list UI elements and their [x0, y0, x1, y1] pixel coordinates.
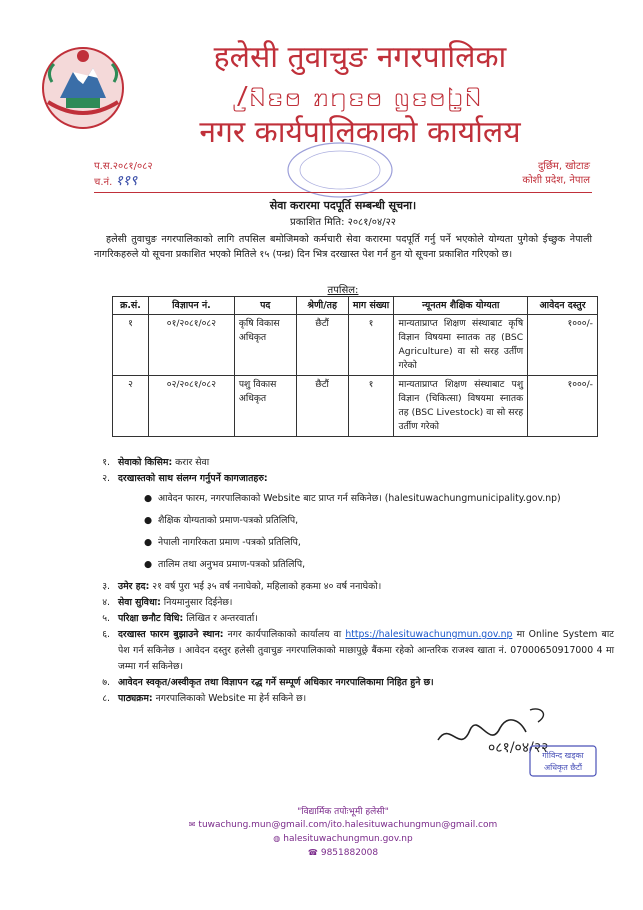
office-address: दुर्छिम, खोटाङ कोशी प्रदेश, नेपाल: [522, 161, 590, 186]
col-header-demand: माग संख्या: [348, 297, 394, 315]
table-row: [113, 376, 598, 437]
col-header-level: श्रेणी/तह: [296, 297, 348, 315]
published-date: प्रकाशित मिति: २०८१/०४/२२: [290, 217, 396, 228]
table-header-row: [113, 297, 598, 315]
cell-fee: १०००/-: [528, 315, 598, 376]
list-item: ● तालिम तथा अनुभव प्रमाण-पत्रको प्रतिलिपि,: [74, 557, 614, 573]
bullet-icon: ●: [144, 559, 153, 570]
cell-sn: १: [113, 315, 149, 376]
col-header-post: पद: [234, 297, 296, 315]
header-divider: [94, 192, 592, 193]
col-header-qualification: न्यूनतम शैक्षिक योग्यता: [394, 297, 528, 315]
vacancy-table: [112, 296, 598, 437]
cell-ad-no: ०२/२०८१/०८२: [148, 376, 234, 437]
notice-title: सेवा करारमा पदपूर्ति सम्बन्धी सूचना।: [269, 199, 417, 212]
footer-phone: ☎ 9851882008: [307, 848, 379, 858]
cell-level: छैटौं: [296, 315, 348, 376]
municipality-website-link[interactable]: https://halesituwachungmun.gov.np: [345, 629, 513, 640]
chalani-number: ११९: [115, 173, 138, 189]
cell-demand: १: [348, 315, 394, 376]
list-item: १. सेवाको किसिम: करार सेवा: [102, 457, 210, 468]
phone-icon: ☎: [307, 848, 318, 857]
footer-motto: "विद्यार्मिक तपोःभूमी हलेसी": [297, 807, 389, 817]
footer-email: ✉ tuwachung.mun@gmail.com/ito.halesituwachungmun@gmail.com: [188, 820, 498, 830]
signatory-title: अधिकृत छैटौं: [543, 763, 583, 772]
list-item: ८. पाठ्यक्रम: नगरपालिकाको Website मा हेर्न सकिने छ।: [102, 693, 307, 704]
list-item: ५. परिक्षा छनौट विधि: लिखित र अन्तरवार्ता।: [102, 613, 258, 624]
org-name-limbu-script: ꤷ꤬ꤡꤢꤥ ꤊꤚꤢꤥ ꤜꤢꤥꤝ꤭ꤡ: [237, 80, 483, 113]
cell-fee: १०००/-: [528, 376, 598, 437]
cell-demand: १: [348, 376, 394, 437]
list-item: २. दरखास्तको साथ संलग्न गर्नुपर्ने कागजातहरु:: [102, 473, 268, 484]
col-header-fee: आवेदन दस्तुर: [528, 297, 598, 315]
list-item: ६. दरखास्त फारम बुझाउने स्थान: नगर कार्यपालिकाको कार्यालय वा https://halesituwachungmun.gov.np मा Online System बाट पेश गर्न सकिनेछ । आवेदन दस्तुर हलेसी तुवाचुङ नगरपालिकाको माछापुछ्रे बैंकमा रहेको आन्तरिक राजश्व खाता नं. 07000650917000 4 मा जम्मा गर्न सकिनेछ।: [102, 629, 614, 672]
col-header-ad-no: विज्ञापन नं.: [148, 297, 234, 315]
bullet-icon: ●: [144, 515, 153, 526]
details-heading: तपसिल:: [327, 285, 359, 296]
list-item: ४. सेवा सुविधा: नियमानुसार दिईनेछ।: [102, 597, 233, 608]
bullet-icon: ●: [144, 493, 153, 504]
cell-post: पशु विकास अधिकृत: [234, 376, 296, 437]
signature-date: ०८१/०४/२२: [488, 740, 549, 756]
cell-qualification: मान्यताप्राप्त शिक्षण संस्थाबाट कृषि विज्ञान विषयमा स्नातक तह (BSC Agriculture) वा सो सरह उर्तीण गरेको: [394, 315, 528, 376]
cell-sn: २: [113, 376, 149, 437]
org-name-nepali: हलेसी तुवाचुङ नगरपालिका: [213, 40, 507, 75]
cell-level: छैटौं: [296, 376, 348, 437]
signature: [430, 700, 600, 780]
bullet-icon: ●: [144, 537, 153, 548]
list-item: ● शैक्षिक योग्यताको प्रमाण-पत्रको प्रतिलिपि,: [74, 513, 614, 529]
list-item: ७. आवेदन स्वकृत/अस्वीकृत तथा विज्ञापन रद्ध गर्ने सम्पूर्ण अधिकार नगरपालिकामा निहित हुने छ।: [102, 677, 434, 688]
signatory-name: गोविन्द खड्का: [542, 751, 584, 760]
list-item: ● आवेदन फारम, नगरपालिकाको Website बाट प्राप्त गर्न सकिनेछ। (halesituwachungmunicipality.gov.np): [74, 491, 614, 507]
footer-website: ◍ halesituwachungmun.gov.np: [273, 834, 413, 844]
office-name: नगर कार्यपालिकाको कार्यालय: [199, 115, 521, 150]
office-seal-stamp: [285, 140, 395, 200]
table-row: [113, 315, 598, 376]
list-item: ३. उमेर हद: २१ वर्ष पुरा भई ३५ वर्ष ननाघेको, महिलाको हकमा ४० वर्ष ननाघेको।: [102, 581, 382, 592]
cell-post: कृषि विकास अधिकृत: [234, 315, 296, 376]
reference-number: प.स.२०८१/०८२ च.नं. ११९: [94, 161, 153, 189]
nepal-emblem-logo: [38, 42, 128, 130]
col-header-sn: क्र.सं.: [113, 297, 149, 315]
notice-intro-paragraph: हलेसी तुवाचुङ नगरपालिकाको लागि तपसिल बमोजिमको कर्मचारी सेवा करारमा पदपूर्ति गर्नु पर्ने भएकोले योग्यता पुगेको ईच्छुक नेपाली नागरिकहरुले यो सूचना प्रकाशित भएको मितिले १५ (पन्ध्र) दिन भित्र दरखास्त पेश गर्न हुन यो सूचना प्रकाशित गरिएको छ।: [94, 234, 592, 260]
cell-ad-no: ०१/२०८१/०८२: [148, 315, 234, 376]
list-item: ● नेपाली नागरिकता प्रमाण -पत्रको प्रतिलिपि,: [74, 535, 614, 551]
cell-qualification: मान्यताप्राप्त शिक्षण संस्थाबाट पशु विज्ञान (चिकित्सा) विषयमा स्नातक तह (BSC Livestock) वा सो सरह उर्तीण गरेको: [394, 376, 528, 437]
conditions-list: [74, 455, 614, 707]
mail-icon: ✉: [188, 820, 196, 829]
globe-icon: ◍: [273, 834, 281, 843]
